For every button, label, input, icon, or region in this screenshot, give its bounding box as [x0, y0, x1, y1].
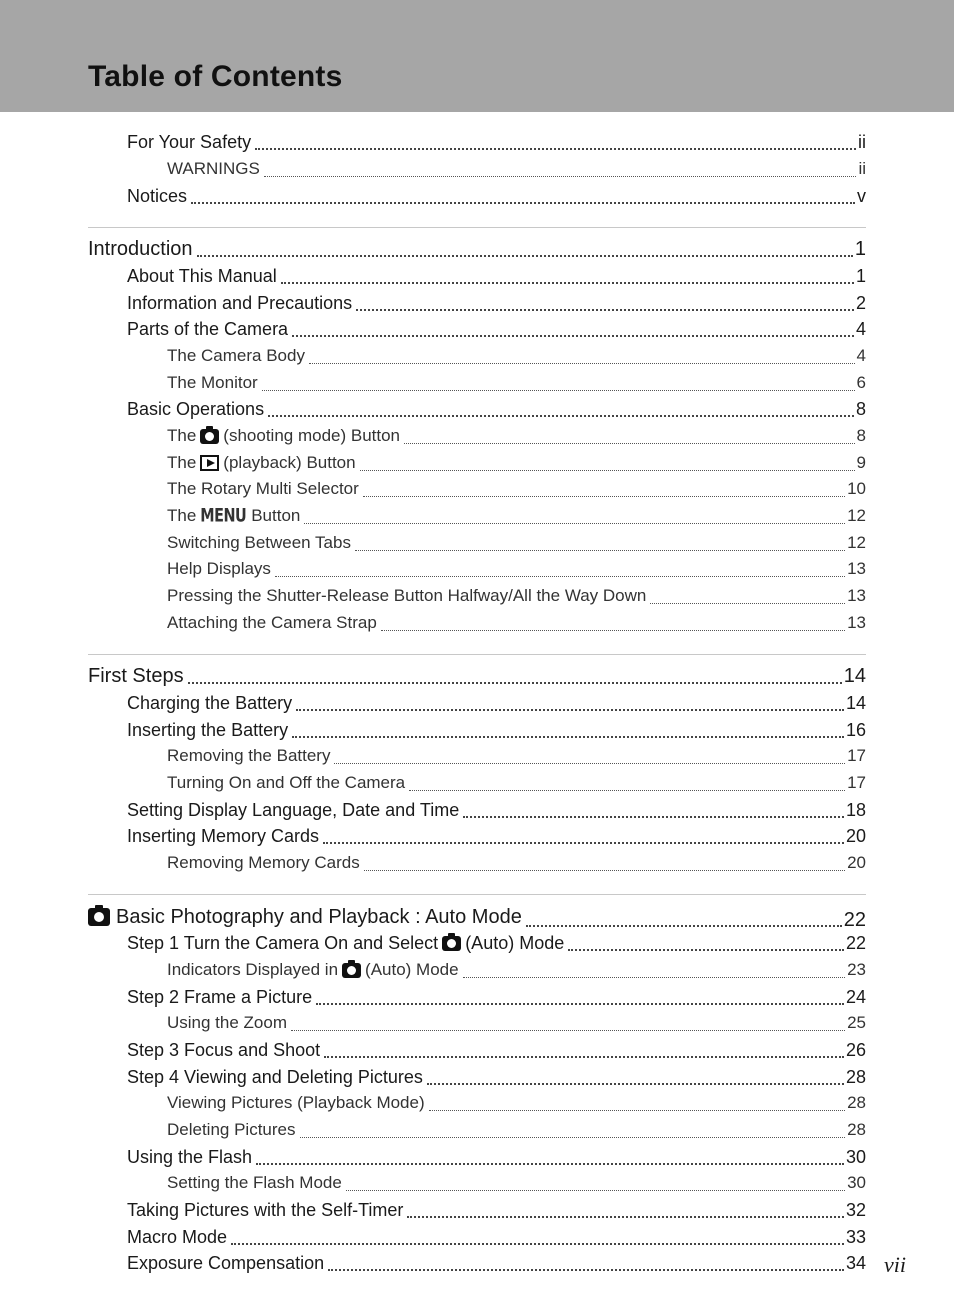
- leader-dots: [262, 390, 855, 391]
- toc-page-number: 1: [855, 266, 866, 286]
- leader-dots: [197, 255, 853, 257]
- toc-entry-inserting-the-battery[interactable]: [127, 717, 866, 743]
- toc-entry-title: Step 3 Focus and Shoot: [127, 1040, 321, 1060]
- toc-entry-viewing-pictures[interactable]: [167, 1090, 866, 1116]
- toc-page-number: 23: [847, 960, 866, 979]
- toc-entry-inserting-memory-cards[interactable]: [127, 823, 866, 849]
- toc-entry-setting-display-language[interactable]: [127, 797, 866, 823]
- toc-entry-removing-the-battery[interactable]: [167, 743, 866, 769]
- leader-dots: [292, 736, 844, 738]
- toc-page-number: 4: [855, 319, 866, 339]
- toc-page-number: 8: [856, 426, 866, 445]
- toc-page-number: 24: [845, 987, 866, 1007]
- toc-page-number: 22: [843, 909, 866, 931]
- toc-entry-title-after: Button: [251, 506, 301, 525]
- toc-entry-exposure-compensation[interactable]: [127, 1250, 866, 1276]
- toc-entry-title-text: Basic Photography and Playback : Auto Mode: [116, 906, 522, 928]
- leader-dots: [429, 1110, 845, 1111]
- leader-dots: [409, 790, 845, 791]
- toc-entry-removing-memory-cards[interactable]: [167, 850, 866, 876]
- leader-dots: [296, 709, 844, 711]
- toc-entry-warnings[interactable]: [167, 156, 866, 182]
- toc-entry-using-the-flash[interactable]: [127, 1144, 866, 1170]
- toc-entry-title: Step 4 Viewing and Deleting Pictures: [127, 1067, 423, 1087]
- toc-entry-title: Using the Flash: [127, 1147, 253, 1167]
- toc-entry-title: The Rotary Multi Selector: [167, 479, 359, 498]
- toc-entry-the-monitor[interactable]: [167, 370, 866, 396]
- toc-entry-title: Switching Between Tabs: [167, 533, 351, 552]
- toc-page-number: 17: [847, 773, 866, 792]
- toc-page-number: 9: [856, 453, 866, 472]
- toc-entry-information-and-precautions[interactable]: [127, 290, 866, 316]
- toc-entry-title: [167, 423, 400, 449]
- toc-entry-title: Step 2 Frame a Picture: [127, 987, 313, 1007]
- toc-entry-title: [88, 904, 522, 930]
- leader-dots: [292, 335, 854, 337]
- toc-entry-attaching-camera-strap[interactable]: [167, 610, 866, 636]
- toc-entry-for-your-safety[interactable]: [127, 129, 866, 155]
- toc-page-number: 14: [843, 665, 866, 687]
- section-divider: [88, 227, 866, 228]
- toc-entry-title-before: The: [167, 453, 197, 472]
- toc-entry-title: Pressing the Shutter-Release Button Halfway/All the Way Down: [167, 586, 647, 605]
- toc-entry-macro-mode[interactable]: [127, 1224, 866, 1250]
- toc-entry-pressing-shutter-release[interactable]: [167, 583, 866, 609]
- toc-entry-indicators-displayed[interactable]: [167, 957, 866, 983]
- toc-entry-using-the-zoom[interactable]: [167, 1010, 866, 1036]
- leader-dots: [363, 496, 845, 497]
- leader-dots: [346, 1190, 845, 1191]
- toc-entry-title: For Your Safety: [127, 132, 252, 152]
- toc-entry-self-timer[interactable]: [127, 1197, 866, 1223]
- toc-entry-title: Inserting the Battery: [127, 720, 289, 740]
- toc-entry-playback-button[interactable]: [167, 450, 866, 476]
- toc-page-number: 18: [845, 800, 866, 820]
- toc-page-number: 34: [845, 1253, 866, 1273]
- toc-entry-title-before: Indicators Displayed in: [167, 960, 339, 979]
- toc-entry-title: Removing Memory Cards: [167, 853, 360, 872]
- toc-entry-title: [167, 503, 300, 529]
- toc-entry-parts-of-the-camera[interactable]: [127, 316, 866, 342]
- leader-dots: [407, 1216, 844, 1218]
- toc-page-number: 13: [847, 613, 866, 632]
- toc-page-number: 22: [845, 933, 866, 953]
- toc-page-number: 14: [845, 693, 866, 713]
- title-banner: [0, 0, 954, 112]
- toc-entry-step-3[interactable]: [127, 1037, 866, 1063]
- leader-dots: [309, 363, 855, 364]
- toc-entry-title-after: (shooting mode) Button: [223, 426, 401, 445]
- toc-page-number: 33: [845, 1227, 866, 1247]
- toc-entry-title-before: The: [167, 506, 197, 525]
- toc-page-number: 20: [847, 853, 866, 872]
- toc-entry-title: Turning On and Off the Camera: [167, 773, 406, 792]
- toc-entry-title: About This Manual: [127, 266, 277, 286]
- toc-page-number: 4: [856, 346, 866, 365]
- toc-entry-title: Notices: [127, 186, 188, 206]
- toc-entry-setting-the-flash-mode[interactable]: [167, 1170, 866, 1196]
- toc-entry-rotary-multi-selector[interactable]: [167, 476, 866, 502]
- leader-dots: [463, 977, 846, 978]
- toc-entry-step-2[interactable]: [127, 984, 866, 1010]
- toc-page-number: v: [857, 186, 866, 206]
- toc-page-number: 16: [845, 720, 866, 740]
- toc-page-number: 28: [845, 1067, 866, 1087]
- camera-icon: [442, 936, 461, 951]
- toc-entry-about-this-manual[interactable]: [127, 263, 866, 289]
- leader-dots: [304, 523, 845, 524]
- page-number: vii: [884, 1252, 906, 1277]
- leader-dots: [281, 282, 854, 284]
- leader-dots: [264, 176, 857, 177]
- toc-entry-title: Help Displays: [167, 559, 271, 578]
- playback-icon: [200, 455, 219, 471]
- leader-dots: [324, 1056, 844, 1058]
- leader-dots: [463, 816, 844, 818]
- page-title: Table of Contents: [88, 60, 343, 93]
- toc-section-introduction[interactable]: [88, 236, 866, 262]
- toc-entry-step-1[interactable]: [127, 930, 866, 956]
- toc-page-number: 25: [847, 1013, 866, 1032]
- toc-page-number: 13: [847, 559, 866, 578]
- toc-entry-title-before: The: [167, 426, 197, 445]
- toc-entry-title: The Monitor: [167, 373, 258, 392]
- toc-entry-title-after: (Auto) Mode: [365, 960, 459, 979]
- leader-dots: [300, 1137, 846, 1138]
- toc-section-basic-photography[interactable]: [88, 904, 866, 933]
- toc-entry-deleting-pictures[interactable]: [167, 1117, 866, 1143]
- toc-page-number: 30: [845, 1147, 866, 1167]
- toc-entry-charging-the-battery[interactable]: [127, 690, 866, 716]
- leader-dots: [356, 309, 854, 311]
- toc-entry-title: Taking Pictures with the Self-Timer: [127, 1200, 404, 1220]
- toc-page-number: 8: [855, 399, 866, 419]
- toc-entry-title: Introduction: [88, 238, 193, 260]
- leader-dots: [568, 949, 844, 951]
- toc-entry-title: Viewing Pictures (Playback Mode): [167, 1093, 425, 1112]
- leader-dots: [268, 415, 854, 417]
- toc-entry-notices[interactable]: [127, 183, 866, 209]
- toc-page-number: 30: [847, 1173, 866, 1192]
- leader-dots: [360, 470, 855, 471]
- toc-entry-title: The Camera Body: [167, 346, 305, 365]
- toc-entry-title: Exposure Compensation: [127, 1253, 325, 1273]
- toc-entry-shooting-mode-button[interactable]: [167, 423, 866, 449]
- toc-entry-title: Deleting Pictures: [167, 1120, 296, 1139]
- toc-entry-title: WARNINGS: [167, 159, 260, 178]
- toc-entry-title: Setting the Flash Mode: [167, 1173, 342, 1192]
- leader-dots: [188, 682, 842, 684]
- toc-entry-title: Removing the Battery: [167, 746, 331, 765]
- toc-entry-menu-button[interactable]: [167, 503, 866, 529]
- toc-page-number: 2: [855, 293, 866, 313]
- leader-dots: [334, 763, 845, 764]
- camera-icon: [88, 908, 110, 926]
- toc-entry-title: Using the Zoom: [167, 1013, 287, 1032]
- toc-page-number: 28: [847, 1120, 866, 1139]
- toc-entry-title: First Steps: [88, 665, 184, 687]
- camera-icon: [342, 963, 361, 978]
- toc-entry-title: Parts of the Camera: [127, 319, 289, 339]
- leader-dots: [381, 630, 845, 631]
- toc-page-number: 28: [847, 1093, 866, 1112]
- toc-entry-title-before: Step 1 Turn the Camera On and Select: [127, 933, 439, 953]
- leader-dots: [291, 1030, 845, 1031]
- toc-entry-help-displays[interactable]: [167, 556, 866, 582]
- leader-dots: [231, 1243, 844, 1245]
- toc-page-number: 20: [845, 826, 866, 846]
- leader-dots: [323, 842, 844, 844]
- toc-entry-title: Setting Display Language, Date and Time: [127, 800, 460, 820]
- toc-entry-title: Inserting Memory Cards: [127, 826, 320, 846]
- toc-entry-title: [167, 450, 356, 476]
- toc-entry-title: Macro Mode: [127, 1227, 228, 1247]
- leader-dots: [526, 925, 842, 927]
- toc-entry-title: [167, 957, 459, 983]
- toc-page-number: 6: [856, 373, 866, 392]
- toc-page-number: ii: [858, 132, 866, 152]
- toc-page-number: 26: [845, 1040, 866, 1060]
- menu-icon: MENU: [200, 504, 247, 527]
- toc-section-first-steps[interactable]: [88, 663, 866, 689]
- toc-entry-title: Information and Precautions: [127, 293, 353, 313]
- camera-icon: [200, 429, 219, 444]
- toc-entry-switching-between-tabs[interactable]: [167, 530, 866, 556]
- section-divider: [88, 654, 866, 655]
- toc-entry-basic-operations[interactable]: [127, 396, 866, 422]
- toc-entry-title: [127, 930, 564, 956]
- toc-page-number: ii: [858, 159, 866, 178]
- leader-dots: [328, 1269, 844, 1271]
- toc-page-number: 12: [847, 506, 866, 525]
- section-divider: [88, 894, 866, 895]
- leader-dots: [404, 443, 855, 444]
- leader-dots: [427, 1083, 844, 1085]
- toc-entry-title: Charging the Battery: [127, 693, 293, 713]
- toc-page-number: 12: [847, 533, 866, 552]
- toc-entry-turning-on-and-off[interactable]: [167, 770, 866, 796]
- leader-dots: [275, 576, 845, 577]
- leader-dots: [650, 603, 845, 604]
- leader-dots: [355, 550, 845, 551]
- leader-dots: [191, 202, 855, 204]
- toc-page-number: 32: [845, 1200, 866, 1220]
- toc-page-number: 17: [847, 746, 866, 765]
- toc-entry-title: Attaching the Camera Strap: [167, 613, 377, 632]
- toc-entry-title: Basic Operations: [127, 399, 265, 419]
- leader-dots: [256, 1163, 844, 1165]
- toc-entry-step-4[interactable]: [127, 1064, 866, 1090]
- toc-page-number: 13: [847, 586, 866, 605]
- toc-page-number: 1: [854, 238, 866, 260]
- toc-entry-the-camera-body[interactable]: [167, 343, 866, 369]
- toc-entry-title-after: (Auto) Mode: [465, 933, 565, 953]
- toc-entry-title-after: (playback) Button: [223, 453, 356, 472]
- leader-dots: [364, 870, 845, 871]
- leader-dots: [316, 1003, 844, 1005]
- leader-dots: [255, 148, 856, 150]
- toc-page-number: 10: [847, 479, 866, 498]
